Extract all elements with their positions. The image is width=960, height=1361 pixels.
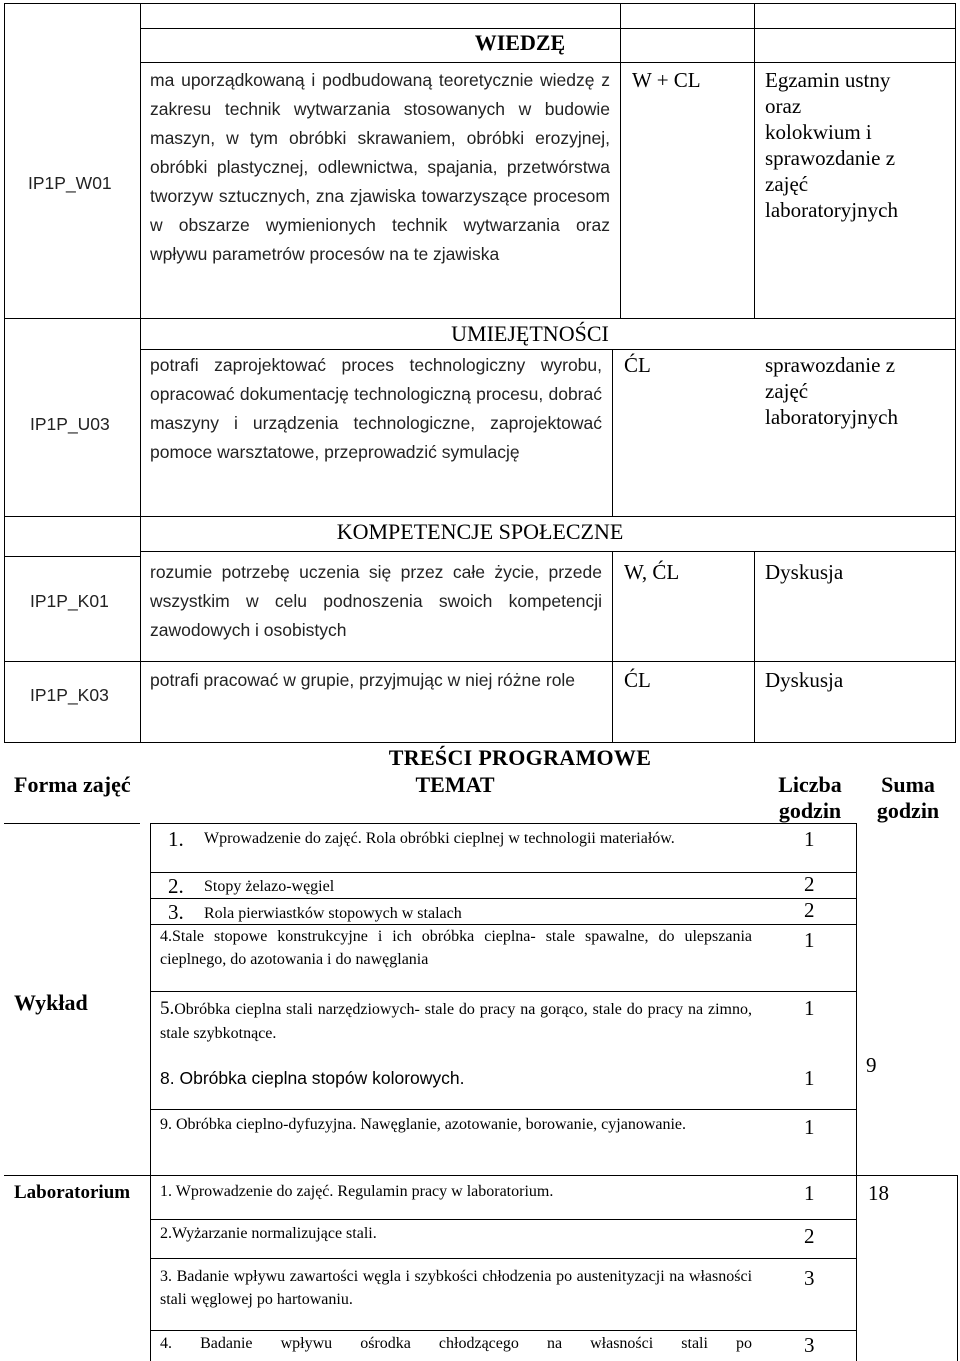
section-title-tresci: TREŚCI PROGRAMOWE xyxy=(388,745,652,770)
topic-row xyxy=(160,1332,752,1355)
rule xyxy=(150,991,856,992)
form-wyklad-total: 9 xyxy=(866,1053,877,1077)
topic-number: 8. xyxy=(160,1068,175,1088)
rule xyxy=(4,3,956,4)
rule xyxy=(754,3,755,319)
section-title-umiejetnosci: UMIEJĘTNOŚCI xyxy=(451,321,609,346)
topic-number: 4. xyxy=(160,928,172,945)
rule xyxy=(4,318,956,319)
outcome-description: ma uporządkowaną i podbudowaną teoretycznie wiedzę z zakresu technik wytwarzania stosowanych w budowie maszyn, w tym obróbki skrawaniem, obróbki erozyjnej, obróbki plastycznej, odlewnictwa, spajania, przetwórstwa tworzyw sztucznych, zna zjawiska towarzyszące procesom w obszarze wymienionych technik wytwarzania oraz wpływu parametrów procesów na te zjawiska xyxy=(150,70,610,264)
section-title-wiedza: WIEDZĘ xyxy=(474,30,566,55)
rule xyxy=(612,551,613,743)
rule xyxy=(150,1258,856,1259)
rule xyxy=(150,898,856,899)
rule xyxy=(4,742,956,743)
topic-hours: 3 xyxy=(804,1266,815,1290)
outcome-verification: Dyskusja xyxy=(765,668,844,692)
topic-text: Wprowadzenie do zajęć. Rola obróbki cieplnej w technologii materiałów. xyxy=(204,830,675,847)
header-forma: Forma zajęć xyxy=(14,772,131,797)
topic-text: Stale stopowe konstrukcyjne i ich obróbka cieplna- stale spawalne, do ulepszania cieplnego, do azotowania i do nawęglania xyxy=(160,928,752,968)
rule xyxy=(150,872,856,873)
rule xyxy=(957,1175,958,1361)
topic-row xyxy=(160,1113,752,1136)
outcome-code: IP1P_K03 xyxy=(30,685,109,705)
outcome-verification: Egzamin ustny oraz kolokwium i sprawozdanie z zajęć laboratoryjnych xyxy=(765,68,898,222)
topic-number: 2. xyxy=(160,1225,172,1242)
rule xyxy=(856,823,857,1361)
topic-number: 1. xyxy=(168,827,184,851)
form-lab-label: Laboratorium xyxy=(14,1182,131,1203)
outcome-description: rozumie potrzebę uczenia się przez całe życie, przede wszystkim w celu podnoszenia swoich kompetencji zawodowych i osobistych xyxy=(150,562,602,640)
rule xyxy=(150,1330,856,1331)
topic-row xyxy=(160,996,752,1045)
topic-hours: 1 xyxy=(804,928,815,952)
topic-row xyxy=(160,1064,465,1093)
topic-text: Wyżarzanie normalizujące stali. xyxy=(172,1225,377,1242)
header-temat: TEMAT xyxy=(415,772,495,797)
rule xyxy=(150,1219,856,1220)
topic-hours: 1 xyxy=(804,1181,815,1205)
rule xyxy=(150,1109,856,1110)
rule xyxy=(4,661,956,662)
outcome-verification: sprawozdanie z zajęć laboratoryjnych xyxy=(765,353,898,429)
rule xyxy=(150,823,151,1361)
rule xyxy=(612,349,613,517)
outcome-description: potrafi pracować w grupie, przyjmując w niej różne role xyxy=(150,670,576,690)
topic-row xyxy=(160,1222,377,1245)
form-wyklad-label: Wykład xyxy=(14,990,88,1015)
section-title-kompetencje: KOMPETENCJE SPOŁECZNE xyxy=(336,519,624,544)
rule xyxy=(150,823,856,824)
outcome-code: IP1P_W01 xyxy=(28,173,112,193)
topic-text: Obróbka cieplno-dyfuzyjna. Nawęglanie, azotowanie, borowanie, cyjanowanie. xyxy=(176,1116,687,1133)
rule xyxy=(4,516,956,517)
rule xyxy=(140,3,141,743)
topic-number: 9. xyxy=(160,1116,172,1133)
outcome-form: W + CL xyxy=(632,68,701,92)
rule xyxy=(4,3,5,743)
topic-hours: 2 xyxy=(804,898,815,922)
topic-row xyxy=(160,1265,752,1311)
topic-number: 1. xyxy=(160,1183,172,1200)
rule xyxy=(4,823,140,824)
topic-row xyxy=(160,925,752,971)
topic-number: 3. xyxy=(160,1268,172,1285)
rule xyxy=(4,556,140,557)
outcome-form: ĆL xyxy=(624,353,651,377)
outcome-verification: Dyskusja xyxy=(765,560,844,584)
rule xyxy=(140,28,956,29)
topic-hours: 1 xyxy=(804,1066,815,1090)
rule xyxy=(140,349,956,350)
topic-row xyxy=(160,1180,553,1203)
outcome-form: ĆL xyxy=(624,668,651,692)
topic-number: 3. xyxy=(168,900,184,924)
topic-text: Stopy żelazo-węgiel xyxy=(204,878,335,895)
topic-hours: 3 xyxy=(804,1333,815,1357)
topic-text: Badanie wpływu ośrodka chłodzącego na własności stali po xyxy=(200,1335,753,1352)
form-lab-total: 18 xyxy=(868,1181,889,1205)
outcome-description: potrafi zaprojektować proces technologiczny wyrobu, opracować dokumentację technologiczną procesu, dobrać maszyny i urządzenia technologiczne, zaprojektować pomoce warsztatowe, przeprowadzić symulację xyxy=(150,355,602,462)
topic-number: 2. xyxy=(168,874,184,898)
topic-hours: 2 xyxy=(804,872,815,896)
topic-hours: 2 xyxy=(804,1224,815,1248)
topic-number: 5. xyxy=(160,998,175,1019)
outcome-code: IP1P_U03 xyxy=(30,414,110,434)
outcome-form: W, ĆL xyxy=(624,560,680,584)
rule xyxy=(140,62,956,63)
topic-text: Obróbka cieplna stopów kolorowych. xyxy=(179,1068,465,1088)
rule xyxy=(140,551,956,552)
outcome-code: IP1P_K01 xyxy=(30,591,109,611)
topic-hours: 1 xyxy=(804,996,815,1020)
topic-number: 4. xyxy=(160,1335,172,1352)
rule xyxy=(955,3,956,743)
topic-text: Obróbka cieplna stali narzędziowych- stale do pracy na gorąco, stale do pracy na zimno, stale szybkotnące. xyxy=(160,1001,752,1042)
header-liczba: Liczba godzin xyxy=(778,772,842,823)
topic-text: Badanie wpływu zawartości węgla i szybkości chłodzenia po austenityzacji na własności stali węglowej po hartowaniu. xyxy=(160,1268,753,1308)
topic-hours: 1 xyxy=(804,827,815,851)
topic-text: Wprowadzenie do zajęć. Regulamin pracy w laboratorium. xyxy=(175,1183,554,1200)
topic-hours: 1 xyxy=(804,1115,815,1139)
rule xyxy=(754,551,755,743)
topic-text: Rola pierwiastków stopowych w stalach xyxy=(204,905,462,922)
rule xyxy=(4,1175,958,1176)
header-suma: Suma godzin xyxy=(876,772,940,823)
